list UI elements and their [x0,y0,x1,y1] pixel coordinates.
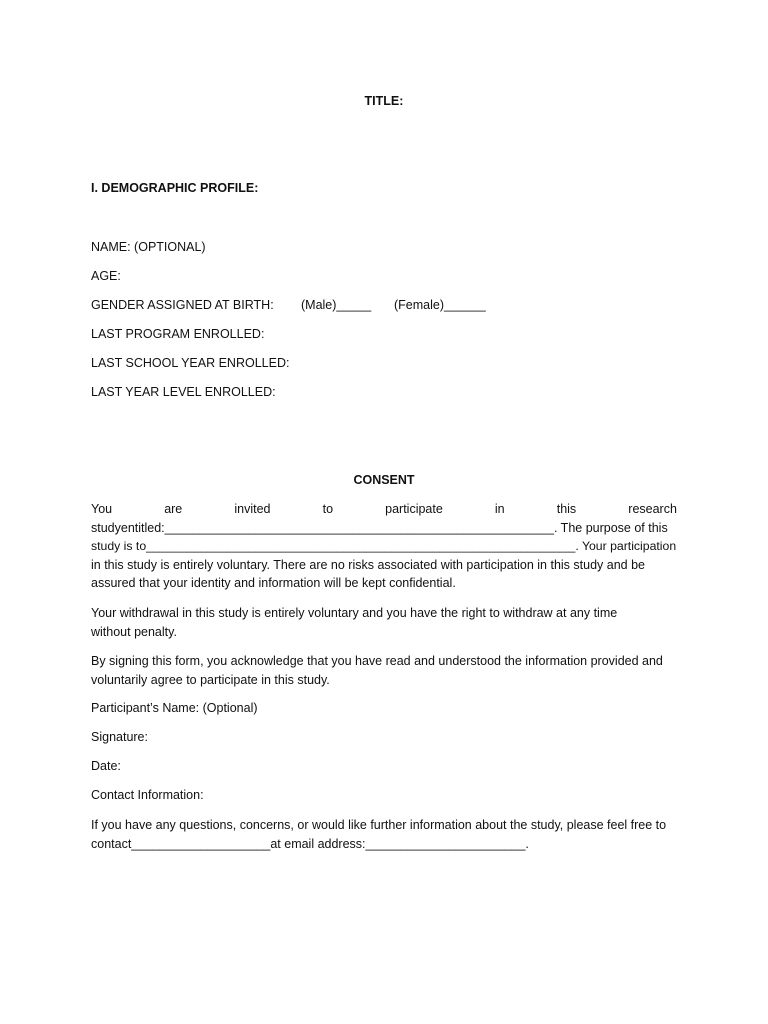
contact-line-2: contact____________________at email address:_______________________. [91,836,529,851]
consent-p3-line-2: voluntarily agree to participate in this study. [91,672,330,687]
word: in [494,502,505,516]
consent-p1-line-3: study is to_______________________________________________________________. Your participation [91,539,677,553]
gender-field-label: GENDER ASSIGNED AT BIRTH: [91,298,274,312]
signature-label: Signature: [91,730,148,744]
contact-paragraph [91,816,677,853]
age-field-label: AGE: [91,269,121,283]
word: research [628,502,677,516]
document-title: TITLE: [364,94,404,108]
contact-line-1: If you have any questions, concerns, or would like further information about the study, please feel free to [91,818,667,832]
word: You [91,502,113,516]
date-label: Date: [91,759,121,773]
word: are [164,502,183,516]
consent-p2-line-1: Your withdrawal in this study is entirely voluntary and you have the right to withdraw at any time [91,606,618,620]
consent-paragraph-3 [91,652,677,689]
consent-p1-line-5: assured that your identity and information will be kept confidential. [91,576,456,590]
name-field-label: NAME: (OPTIONAL) [91,240,206,254]
consent-p1-line-2: studyentitled:________________________________________________________. The purpose of this [91,520,668,535]
consent-paragraph-1 [91,500,677,593]
school-year-field-label: LAST SCHOOL YEAR ENROLLED: [91,356,290,370]
participant-name-label: Participant’s Name: (Optional) [91,701,258,715]
program-field-label: LAST PROGRAM ENROLLED: [91,327,265,341]
demographic-heading: I. DEMOGRAPHIC PROFILE: [91,181,259,195]
consent-p3-line-1: By signing this form, you acknowledge that you have read and understood the information provided and [91,654,663,668]
gender-female-option: (Female)______ [394,298,486,312]
gender-male-option: (Male)_____ [301,298,372,312]
consent-p1-line-4: in this study is entirely voluntary. There are no risks associated with participation in this study and be [91,557,645,572]
year-level-field-label: LAST YEAR LEVEL ENROLLED: [91,385,276,399]
word: invited [234,502,271,516]
consent-p2-line-2: without penalty. [91,624,177,639]
consent-heading: CONSENT [353,473,415,487]
consent-paragraph-2 [91,604,677,641]
word: to [322,502,334,516]
consent-p1-line-1 [91,500,677,519]
word: participate [385,502,443,516]
word: this [556,502,577,516]
contact-information-heading: Contact Information: [91,788,204,802]
